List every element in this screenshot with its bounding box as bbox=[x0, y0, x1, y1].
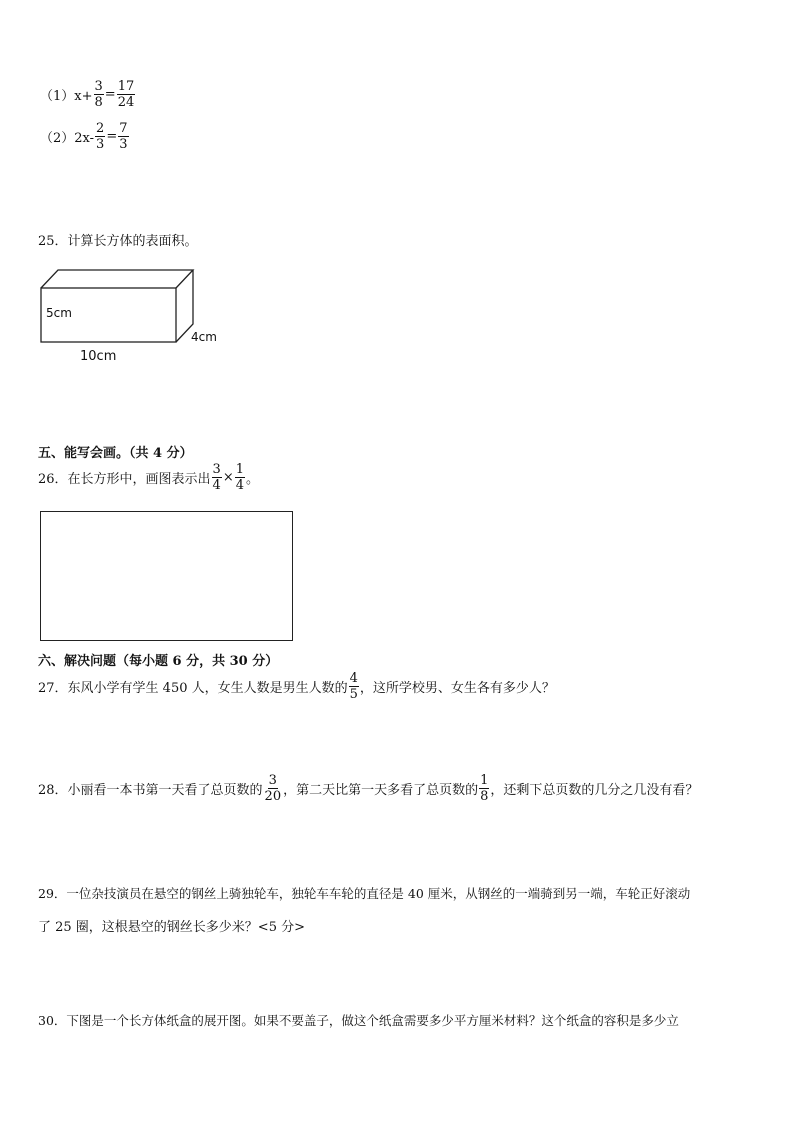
section-5-title: 五、能写会画。（共 4 分） bbox=[38, 446, 193, 461]
question-29-line-2: 了 25 圈，这根悬空的钢丝长多少米？<5 分> bbox=[38, 920, 305, 935]
question-26-fraction-2: $\frac{1}{4}$ bbox=[235, 462, 245, 493]
cuboid-height-label: 5cm bbox=[46, 306, 72, 320]
question-25-text: 25．计算长方体的表面积。 bbox=[38, 234, 198, 249]
question-30-line-1: 30．下图是一个长方体纸盒的展开图。如果不要盖子，做这个纸盒需要多少平方厘米材料？这个纸盒的容积是多少立 bbox=[38, 1013, 679, 1028]
question-28: 28．小丽看一本书第一天看了总页数的 $\frac{3}{20}$ ，第二天比第一天多看了总页数的 $\frac{1}{8}$ ，还剩下总页数的几分之几没有看？ bbox=[38, 773, 699, 804]
drawing-rectangle[interactable] bbox=[40, 511, 293, 641]
section-6-title: 六、解决问题（每小题 6 分，共 30 分） bbox=[38, 654, 279, 669]
cuboid-top-face bbox=[41, 270, 193, 288]
equation-2-prefix: （2）2x- bbox=[40, 131, 95, 146]
question-27: 27．东风小学有学生 450 人，女生人数是男生人数的 $\frac{4}{5}$ ，这所学校男、女生各有多少人？ bbox=[38, 671, 555, 702]
question-26: 26．在长方形中，画图表示出 $\frac{3}{4}$ × $\frac{1}{4}$ 。 bbox=[38, 462, 260, 493]
question-28-fraction-2: $\frac{1}{8}$ bbox=[480, 773, 489, 804]
question-27-fraction: $\frac{4}{5}$ bbox=[349, 671, 358, 702]
equation-1-fraction-left: $\frac{3}{8}$ bbox=[94, 79, 103, 110]
equation-1-prefix: （1）x+ bbox=[40, 89, 93, 104]
question-29-line-1: 29．一位杂技演员在悬空的钢丝上骑独轮车，独轮车车轮的直径是 40 厘米，从钢丝的一端骑到另一端，车轮正好滚动 bbox=[38, 886, 691, 901]
question-26-fraction-1: $\frac{3}{4}$ bbox=[212, 462, 221, 493]
equation-1: （1）x+ $\frac{3}{8}$ = $\frac{17}{24}$ bbox=[40, 79, 135, 110]
cuboid-depth-label: 4cm bbox=[191, 330, 217, 344]
equation-2: （2）2x- $\frac{2}{3}$ = $\frac{7}{3}$ bbox=[40, 121, 128, 152]
cuboid-length-label: 10cm bbox=[80, 349, 117, 364]
equation-1-fraction-right: $\frac{17}{24}$ bbox=[117, 79, 135, 110]
equation-2-fraction-right: $\frac{7}{3}$ bbox=[119, 121, 128, 152]
equation-2-fraction-left: $\frac{2}{3}$ bbox=[96, 121, 105, 152]
question-26-text: 26．在长方形中，画图表示出 bbox=[38, 472, 211, 487]
question-28-fraction-1: $\frac{3}{20}$ bbox=[264, 773, 282, 804]
